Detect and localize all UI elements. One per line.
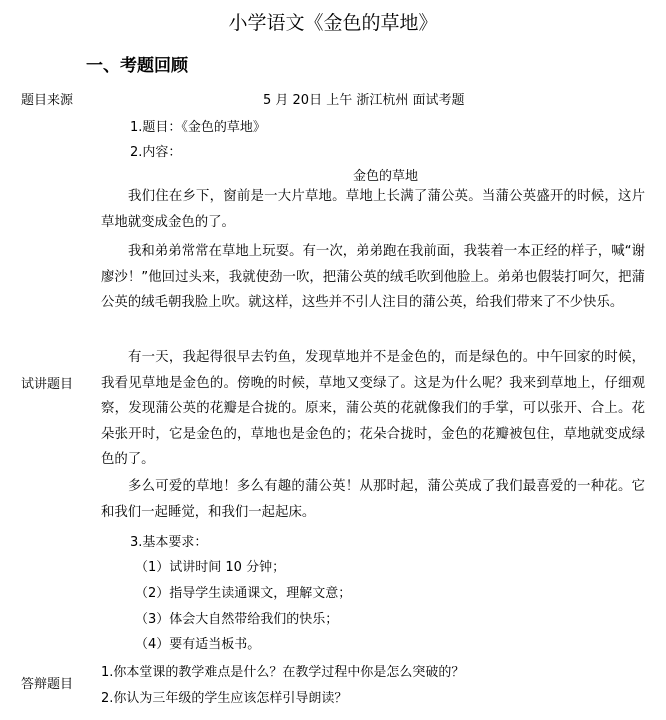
passage-title: 金色的草地: [353, 169, 419, 184]
question-item: 2.你认为三年级的学生应该怎样引导朗读？: [101, 691, 348, 706]
question-item: 1.你本堂课的教学难点是什么？在教学过程中你是怎么突破的？: [101, 665, 465, 680]
label-defense: 答辩题目: [21, 677, 74, 692]
passage-paragraph: 我和弟弟常常在草地上玩耍。有一次，弟弟跑在我前面，我装着一本正经的样子，喊“谢廖沙！”他回过头来，我就使劲一吹，把蒲公英的绒毛吹到他脸上。弟弟也假装打呵欠，把蒲公英的绒毛朝我脸上吹。就这样，这些并不引人注目的蒲公英，给我们带来了不少快乐。: [101, 244, 645, 311]
label-trial: 试讲题目: [21, 377, 74, 392]
page-title: 小学语文《金色的草地》: [228, 12, 438, 34]
item-title: 1.题目：《金色的草地》: [130, 120, 266, 135]
requirement-item: （4）要有适当板书。: [135, 637, 261, 652]
requirement-item: （2）指导学生读通课文，理解文意；: [135, 586, 352, 601]
item-requirements: 3.基本要求：: [130, 535, 208, 550]
source-line: 5 月 20日 上午 浙江杭州 面试考题: [263, 93, 465, 108]
label-source: 题目来源: [21, 93, 74, 108]
requirement-item: （3）体会大自然带给我们的快乐；: [135, 612, 339, 627]
passage-paragraph: 多么可爱的草地！多么有趣的蒲公英！从那时起，蒲公英成了我们最喜爱的一种花。它和我们一起睡觉，和我们一起起床。: [101, 479, 645, 520]
section-heading: 一、考题回顾: [86, 56, 188, 76]
requirement-item: （1）试讲时间 10 分钟；: [135, 560, 286, 575]
passage-paragraph: 有一天，我起得很早去钓鱼，发现草地并不是金色的，而是绿色的。中午回家的时候，我看见草地是金色的。傍晚的时候，草地又变绿了。这是为什么呢？我来到草地上，仔细观察，发现蒲公英的花瓣是合拢的。原来，蒲公英的花就像我们的手掌，可以张开、合上。花朵张开时，它是金色的，草地也是金色的；花朵合拢时，金色的花瓣被包住，草地就变成绿色的了。: [101, 350, 645, 468]
item-content: 2.内容：: [130, 145, 182, 160]
passage-paragraph: 我们住在乡下，窗前是一大片草地。草地上长满了蒲公英。当蒲公英盛开的时候，这片草地就变成金色的了。: [101, 189, 645, 230]
